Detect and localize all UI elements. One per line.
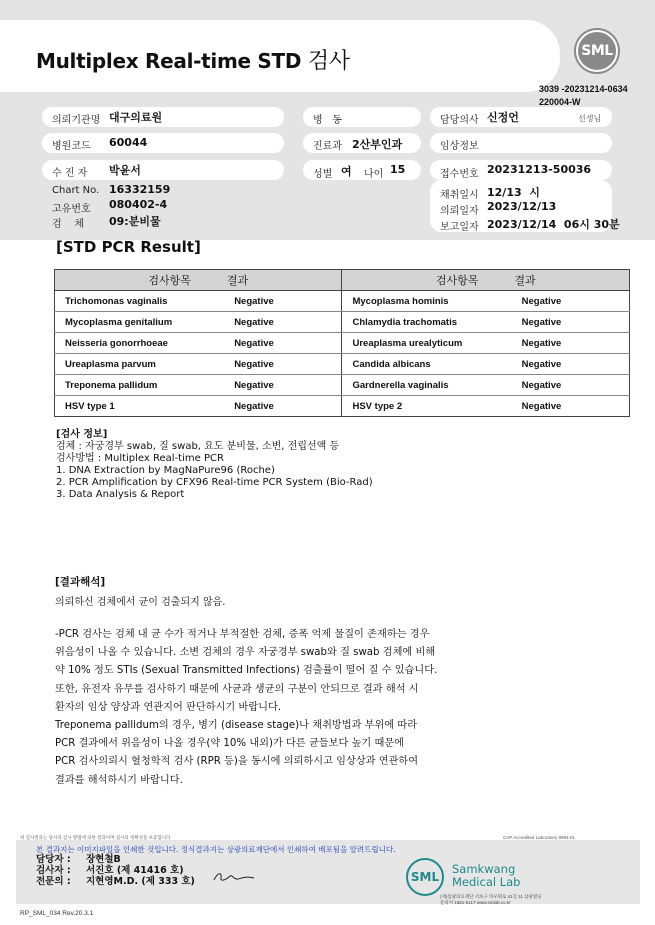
note-line: -PCR 검사는 검체 내 균 수가 적거나 부적절한 검체, 증폭 억제 물질이 존재하는 경우 [55, 629, 430, 640]
receipt-value: 20231213-50036 [487, 163, 592, 176]
collect-label: 채취일시 [440, 190, 479, 201]
test-result: Negative [234, 396, 342, 417]
test-item: Mycoplasma hominis [342, 291, 522, 312]
lab-name: Samkwang Medical Lab [452, 862, 521, 889]
note-line: 환자의 임상 양상과 연관지어 판단하시기 바랍니다. [55, 701, 282, 713]
print-notice: 본 결과지는 이미지파일을 인쇄한 것입니다. 정식결과지는 상광의료재단에서 인쇄하여 배포됨을 알려드립니다. [36, 845, 396, 854]
test-item: Candida albicans [342, 354, 522, 375]
hospital-code-value: 60044 [109, 136, 148, 149]
test-info-block [56, 429, 373, 501]
accreditation-text: CAP Accredited Laboratory 8994-01 [503, 835, 575, 840]
test-item: Treponema pallidum [55, 375, 235, 396]
test-item: Neisseria gonorrhoeae [55, 333, 235, 354]
staff-role: 전문의 : [36, 876, 71, 887]
test-result: Negative [522, 354, 630, 375]
interpretation-summary: 의뢰하신 검체에서 균이 검출되지 않음. [55, 597, 226, 608]
table-row [55, 396, 630, 417]
note-line: 위음성이 나올 수 있습니다. 소변 검체의 경우 자궁경부 swab와 질 swab 검체에 비해 [55, 647, 436, 659]
sml-logo: SML [576, 30, 618, 72]
doctor-value: 신정언 [487, 111, 519, 124]
test-item: HSV type 1 [55, 396, 235, 417]
age-value: 15 [390, 163, 406, 176]
request-value: 2023/12/13 [487, 200, 557, 213]
test-item: Gardnerella vaginalis [342, 375, 522, 396]
report-value: 2023/12/14 06시 30분 [487, 218, 620, 231]
right-header-cell [342, 270, 630, 291]
col-result-header: 결과 [514, 274, 536, 287]
col-item-header: 검사항목 [435, 274, 479, 287]
test-result: Negative [522, 396, 630, 417]
table-row [55, 312, 630, 333]
signature-image [212, 870, 256, 884]
chart-no-label: Chart No. [52, 185, 100, 196]
staff-list [36, 854, 195, 887]
samkwang-logo-icon: SML [406, 858, 444, 896]
result-section-title: [STD PCR Result] [56, 238, 201, 256]
test-item: HSV type 2 [342, 396, 522, 417]
result-table-header [55, 270, 630, 291]
ward-label: 병 동 [313, 115, 342, 126]
chart-no-value: 16332159 [109, 183, 171, 196]
institution-label: 의뢰기관명 [52, 115, 101, 126]
test-result: Negative [234, 375, 342, 396]
barcode-number: 3039 -20231214-0634 220004-W [539, 84, 628, 107]
specimen-value: 09:분비물 [109, 215, 161, 228]
lab-address: (재)삼광의료재단 서초구 바우뫼로 41길 11 삼광빌딩 문의처 1661-5117 www.smlab.co.kr [440, 894, 542, 905]
table-row [55, 354, 630, 375]
table-row [55, 333, 630, 354]
dept-value: 2산부인과 [352, 138, 403, 151]
test-item: Ureaplasma urealyticum [342, 333, 522, 354]
interpretation-block [55, 574, 225, 608]
test-info-line: 검사방법 : Multiplex Real-time PCR [56, 453, 224, 464]
dept-label: 진료과 [313, 141, 342, 152]
note-line: 또한, 유전자 유무를 검사하기 때문에 사균과 생균의 구분이 안되므로 결과 해석 시 [55, 683, 419, 695]
unique-no-value: 080402-4 [109, 198, 168, 211]
staff-name: 지현영M.D. (제 333 호) [86, 876, 195, 887]
test-info-line: 3. Data Analysis & Report [56, 489, 185, 500]
clinical-label: 임상정보 [440, 141, 479, 152]
test-result: Negative [234, 333, 342, 354]
staff-role: 검사자 : [36, 865, 71, 876]
staff-name: 장현철B [86, 854, 121, 865]
note-line: Treponema pallidum의 경우, 병기 (disease stage)나 채취방법과 부위에 따라 [55, 720, 418, 732]
collect-value: 12/13 시 [487, 186, 540, 199]
sex-value: 여 [341, 165, 352, 178]
age-label: 나이 [364, 169, 384, 180]
unique-no-label: 고유번호 [52, 204, 91, 215]
interpretation-notes [55, 626, 505, 790]
test-item: Chlamydia trachomatis [342, 312, 522, 333]
col-item-header: 검사항목 [148, 274, 191, 287]
test-result: Negative [234, 354, 342, 375]
specimen-label: 검 체 [52, 219, 85, 230]
table-row [55, 291, 630, 312]
test-info-line: 2. PCR Amplification by CFX96 Real-time PCR System (Bio-Rad) [56, 477, 373, 488]
note-line: 결과를 해석하시기 바랍니다. [55, 774, 183, 786]
report-label: 보고일자 [440, 222, 479, 233]
test-info-line: 1. DNA Extraction by MagNaPure96 (Roche) [56, 465, 275, 476]
interpretation-heading: [결과해석] [55, 576, 106, 588]
test-result: Negative [522, 375, 630, 396]
note-line: PCR 검사의뢰시 혈청학적 검사 (RPR 등)을 동시에 의뢰하시고 임상상과 연관하여 [55, 756, 419, 768]
table-row [55, 375, 630, 396]
hospital-code-label: 병원코드 [52, 141, 91, 152]
test-item: Mycoplasma genitalium [55, 312, 235, 333]
test-info-line: 검체 : 자궁경부 swab, 질 swab, 요도 분비물, 소변, 전립선액 등 [56, 441, 340, 452]
form-code: RP_SML_034 Rev.20.3.1 [20, 910, 94, 917]
result-table [54, 269, 630, 417]
recipient-value: 박윤서 [109, 164, 141, 177]
test-result: Negative [234, 291, 342, 312]
note-line: PCR 결과에서 위음성이 나올 경우(약 10% 내외)가 다른 균들보다 높기 때문에 [55, 738, 405, 750]
left-header-cell [55, 270, 342, 291]
test-result: Negative [522, 312, 630, 333]
note-line: 약 10% 정도 STIs (Sexual Transmitted Infections) 검출률이 떨어 질 수 있습니다. [55, 665, 438, 677]
staff-row [36, 865, 195, 876]
staff-role: 담당자 : [36, 854, 71, 865]
staff-row [36, 854, 195, 865]
recipient-label: 수 진 자 [52, 168, 88, 179]
fine-print: 위 검사결과는 당사의 검사 방법에 의한 결과이며 검사의 정확성을 보증합니다. [20, 835, 172, 840]
staff-row [36, 876, 195, 887]
col-result-header: 결과 [226, 274, 249, 287]
test-result: Negative [234, 312, 342, 333]
test-info-heading: [검사 정보] [56, 429, 108, 440]
staff-name: 서진호 (제 41416 호) [86, 865, 184, 876]
test-item: Trichomonas vaginalis [55, 291, 235, 312]
doctor-title: 선생님 [578, 114, 602, 123]
receipt-label: 접수번호 [440, 169, 479, 180]
test-item: Ureaplasma parvum [55, 354, 235, 375]
request-label: 의뢰일자 [440, 206, 479, 217]
institution-value: 대구의료원 [109, 111, 163, 124]
sex-label: 성별 [313, 169, 333, 180]
test-result: Negative [522, 333, 630, 354]
test-result: Negative [522, 291, 630, 312]
report-title: Multiplex Real-time STD 검사 [36, 49, 350, 74]
doctor-label: 담당의사 [440, 115, 479, 126]
